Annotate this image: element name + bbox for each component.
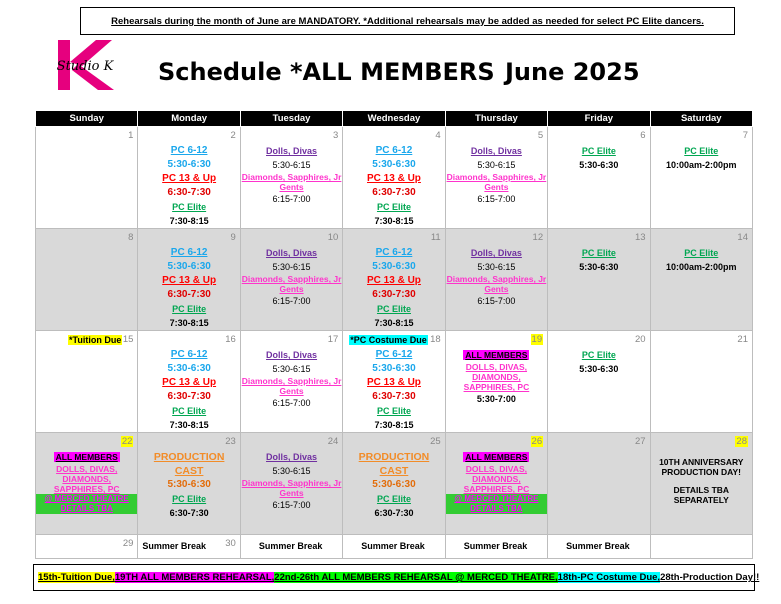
day-number: 16 [225,334,236,345]
class-time: 6:30-7:30 [167,289,211,300]
class-pc-13-up: PC 13 & Up [367,377,421,388]
day-cell [650,535,752,559]
class-time: 6:30-7:30 [167,391,211,402]
class-time: 7:30-8:15 [169,216,209,226]
merced-theatre-note: @ MERCED THEATRE DETAILS TBA [36,494,137,514]
class-pc-elite: PC Elite [581,146,616,156]
class-dolls-divas: Dolls, Divas [266,452,318,462]
weekday-sunday: Sunday [36,111,138,127]
class-time: 5:30-6:30 [372,363,416,374]
day-number: 7 [742,130,748,141]
day-cell [240,535,342,559]
class-time: 6:30-7:30 [372,391,416,402]
details-note: DETAILS TBA SEPARATELY [673,485,730,505]
class-pc-elite: PC Elite [376,406,411,416]
day-cell [650,433,752,535]
class-dolls-divas: Dolls, Divas [266,146,318,156]
class-time: 5:30-6:30 [167,159,211,170]
class-pc-6-12: PC 6-12 [170,247,208,258]
day-number: 28 [736,436,747,447]
class-time: 7:30-8:15 [374,216,414,226]
class-pc-elite: PC Elite [172,202,207,212]
class-diamonds: Diamonds, Sapphires, Jr Gents [241,478,342,498]
legend-merced: 22nd-26th ALL MEMBERS REHEARSAL @ MERCED THEATRE, [274,572,558,583]
class-pc-elite: PC Elite [172,494,207,504]
day-number: 20 [634,334,646,345]
day-number: 25 [430,436,441,447]
day-number: 30 [225,538,236,549]
day-number: 3 [332,130,339,141]
day-number: 23 [225,436,236,447]
day-cell [445,331,547,433]
day-cell [548,127,650,229]
group-list: DOLLS, DIVAS, DIAMONDS, SAPPHIRES, PC [463,464,530,494]
anniversary-note: 10TH ANNIVERSARY PRODUCTION DAY! [659,457,744,477]
class-time: 7:30-8:15 [169,318,209,328]
summer-break-label: Summer Break [463,541,528,551]
all-members-badge: ALL MEMBERS [465,350,528,360]
day-cell [138,127,240,229]
day-cell [36,433,138,535]
day-cell [445,535,547,559]
class-pc-elite: PC Elite [581,248,616,258]
summer-break-label: Summer Break [361,541,425,551]
day-cell [445,229,547,331]
group-list: DOLLS, DIVAS, DIAMONDS, SAPPHIRES, PC [463,362,530,392]
day-cell [343,127,445,229]
class-time: 6:15-7:00 [272,194,311,204]
class-pc-elite: PC Elite [376,304,411,314]
day-cell [650,229,752,331]
day-cell [445,433,547,535]
costume-due-tag: *PC Costume Due [350,335,427,345]
day-cell [650,331,752,433]
legend-tuition: 15th-Tuition Due, [38,572,115,583]
class-pc-elite: PC Elite [684,248,719,258]
day-cell [343,229,445,331]
day-number: 8 [128,232,134,243]
class-time: 6:15-7:00 [272,398,311,408]
merced-theatre-note: @ MERCED THEATRE DETAILS TBA [446,494,547,514]
day-cell [445,127,547,229]
day-number: 14 [737,232,748,243]
day-cell [240,331,342,433]
summer-break-label: Summer Break [566,541,630,551]
calendar-grid [35,110,753,559]
day-number: 27 [634,436,646,447]
day-number: 17 [327,334,339,345]
day-number: 13 [634,232,646,243]
class-pc-6-12: PC 6-12 [375,145,413,156]
class-time: 10:00am-2:00pm [665,160,737,170]
class-time: 6:30-7:30 [372,187,416,198]
class-time: 6:30-7:30 [167,187,211,198]
class-time: 5:30-6:30 [167,479,211,490]
day-cell [36,127,138,229]
day-number: 22 [121,436,133,447]
class-time: 7:30-8:15 [169,420,209,430]
day-cell [36,229,138,331]
day-cell [36,331,138,433]
group-list: DOLLS, DIVAS, DIAMONDS, SAPPHIRES, PC [53,464,120,494]
day-number: 6 [640,130,646,141]
class-pc-13-up: PC 13 & Up [162,275,217,286]
day-cell [343,331,445,433]
day-number: 19 [531,334,543,345]
class-pc-6-12: PC 6-12 [375,247,413,258]
weekday-header-row [36,111,753,127]
class-time: 5:30-6:15 [477,160,516,170]
day-cell [548,433,650,535]
class-time: 5:30-6:30 [167,363,211,374]
week-row [36,535,753,559]
class-pc-13-up: PC 13 & Up [162,173,217,184]
class-pc-elite: PC Elite [581,350,616,360]
class-time: 5:30-6:15 [477,262,516,272]
class-time: 10:00am-2:00pm [665,262,737,272]
day-cell [138,535,240,559]
class-time: 5:30-6:30 [167,261,211,272]
day-cell [548,535,650,559]
class-time: 5:30-6:15 [272,160,311,170]
studio-k-logo [52,40,118,90]
class-pc-elite: PC Elite [376,494,411,504]
class-time: 6:15-7:00 [477,296,516,306]
class-pc-elite: PC Elite [684,146,719,156]
legend-costume: 18th-PC Costume Due, [557,572,661,583]
day-number: 4 [435,130,441,141]
class-time: 6:30-7:30 [169,508,209,518]
weekday-thursday: Thursday [445,111,547,127]
all-members-badge: ALL MEMBERS [465,452,528,462]
day-number: 11 [430,232,441,243]
all-members-badge: ALL MEMBERS [55,452,118,462]
day-number: 15 [122,334,134,345]
tuition-due-tag: *Tuition Due [69,335,122,345]
class-time: 6:30-7:30 [374,508,414,518]
day-cell [343,535,445,559]
day-number: 24 [327,436,339,447]
day-cell [138,331,240,433]
page-month: June 2025 [505,58,640,86]
class-pc-13-up: PC 13 & Up [367,173,421,184]
class-dolls-divas: Dolls, Divas [266,350,318,360]
week-row [36,127,753,229]
class-diamonds: Diamonds, Sapphires, Jr Gents [241,376,342,396]
weekday-monday: Monday [138,111,240,127]
day-cell [240,433,342,535]
class-time: 5:30-6:30 [579,160,619,170]
weekday-wednesday: Wednesday [343,111,445,127]
class-dolls-divas: Dolls, Divas [266,248,318,258]
class-production-cast: PRODUCTION CAST [153,451,225,477]
day-number: 12 [532,232,544,243]
week-row [36,229,753,331]
class-pc-elite: PC Elite [172,304,207,314]
class-pc-13-up: PC 13 & Up [367,275,421,286]
class-pc-6-12: PC 6-12 [375,349,413,360]
class-diamonds: Diamonds, Sapphires, Jr Gents [446,172,547,192]
class-time: 6:30-7:30 [372,289,416,300]
class-pc-6-12: PC 6-12 [170,349,208,360]
class-time: 5:30-6:30 [579,262,619,272]
day-number: 18 [430,334,441,345]
class-time: 6:15-7:00 [272,296,311,306]
class-time: 5:30-7:00 [476,394,516,404]
day-cell [650,127,752,229]
weekday-friday: Friday [548,111,650,127]
day-number: 2 [230,130,236,141]
class-diamonds: Diamonds, Sapphires, Jr Gents [446,274,547,294]
weekday-saturday: Saturday [650,111,752,127]
day-number: 10 [327,232,339,243]
class-time: 5:30-6:15 [272,262,311,272]
class-pc-elite: PC Elite [172,406,207,416]
legend-all-members: 19TH ALL MEMBERS REHEARSAL, [114,572,275,583]
day-number: 29 [122,538,134,549]
day-number: 21 [737,334,748,345]
day-cell [548,331,650,433]
day-cell [548,229,650,331]
class-time: 7:30-8:15 [374,318,414,328]
week-row [36,331,753,433]
class-dolls-divas: Dolls, Divas [470,248,522,258]
class-time: 7:30-8:15 [374,420,414,430]
class-time: 5:30-6:15 [272,364,311,374]
class-production-cast: PRODUCTION CAST [358,451,430,477]
class-time: 5:30-6:30 [372,159,416,170]
class-time: 5:30-6:15 [272,466,311,476]
day-number: 5 [537,130,544,141]
class-time: 5:30-6:30 [372,261,416,272]
page-title: Schedule *ALL MEMBERS [158,58,495,86]
day-number: 9 [230,232,236,243]
weekday-tuesday: Tuesday [240,111,342,127]
day-cell [138,433,240,535]
day-cell [36,535,138,559]
week-row [36,433,753,535]
day-cell [240,229,342,331]
class-pc-13-up: PC 13 & Up [162,377,217,388]
class-pc-elite: PC Elite [376,202,411,212]
day-number: 1 [128,130,134,141]
day-cell [343,433,445,535]
day-cell [138,229,240,331]
day-cell [240,127,342,229]
class-time: 5:30-6:30 [579,364,619,374]
class-diamonds: Diamonds, Sapphires, Jr Gents [241,274,342,294]
legend-production: 28th-Production Day!! [660,572,760,583]
class-time: 5:30-6:30 [372,479,416,490]
summer-break-label: Summer Break [142,541,206,551]
class-time: 6:15-7:00 [272,500,311,510]
class-diamonds: Diamonds, Sapphires, Jr Gents [241,172,342,192]
class-time: 6:15-7:00 [477,194,516,204]
day-number: 26 [531,436,543,447]
class-pc-6-12: PC 6-12 [170,145,208,156]
mandatory-notice: Rehearsals during the month of June are MANDATORY. *Additional rehearsals may be added as needed for select PC Elite dancers. [80,7,735,35]
summer-break-label: Summer Break [258,541,323,551]
key-dates-legend [33,564,760,591]
svg-text:Studio K: Studio K [56,59,114,74]
class-dolls-divas: Dolls, Divas [470,146,522,156]
